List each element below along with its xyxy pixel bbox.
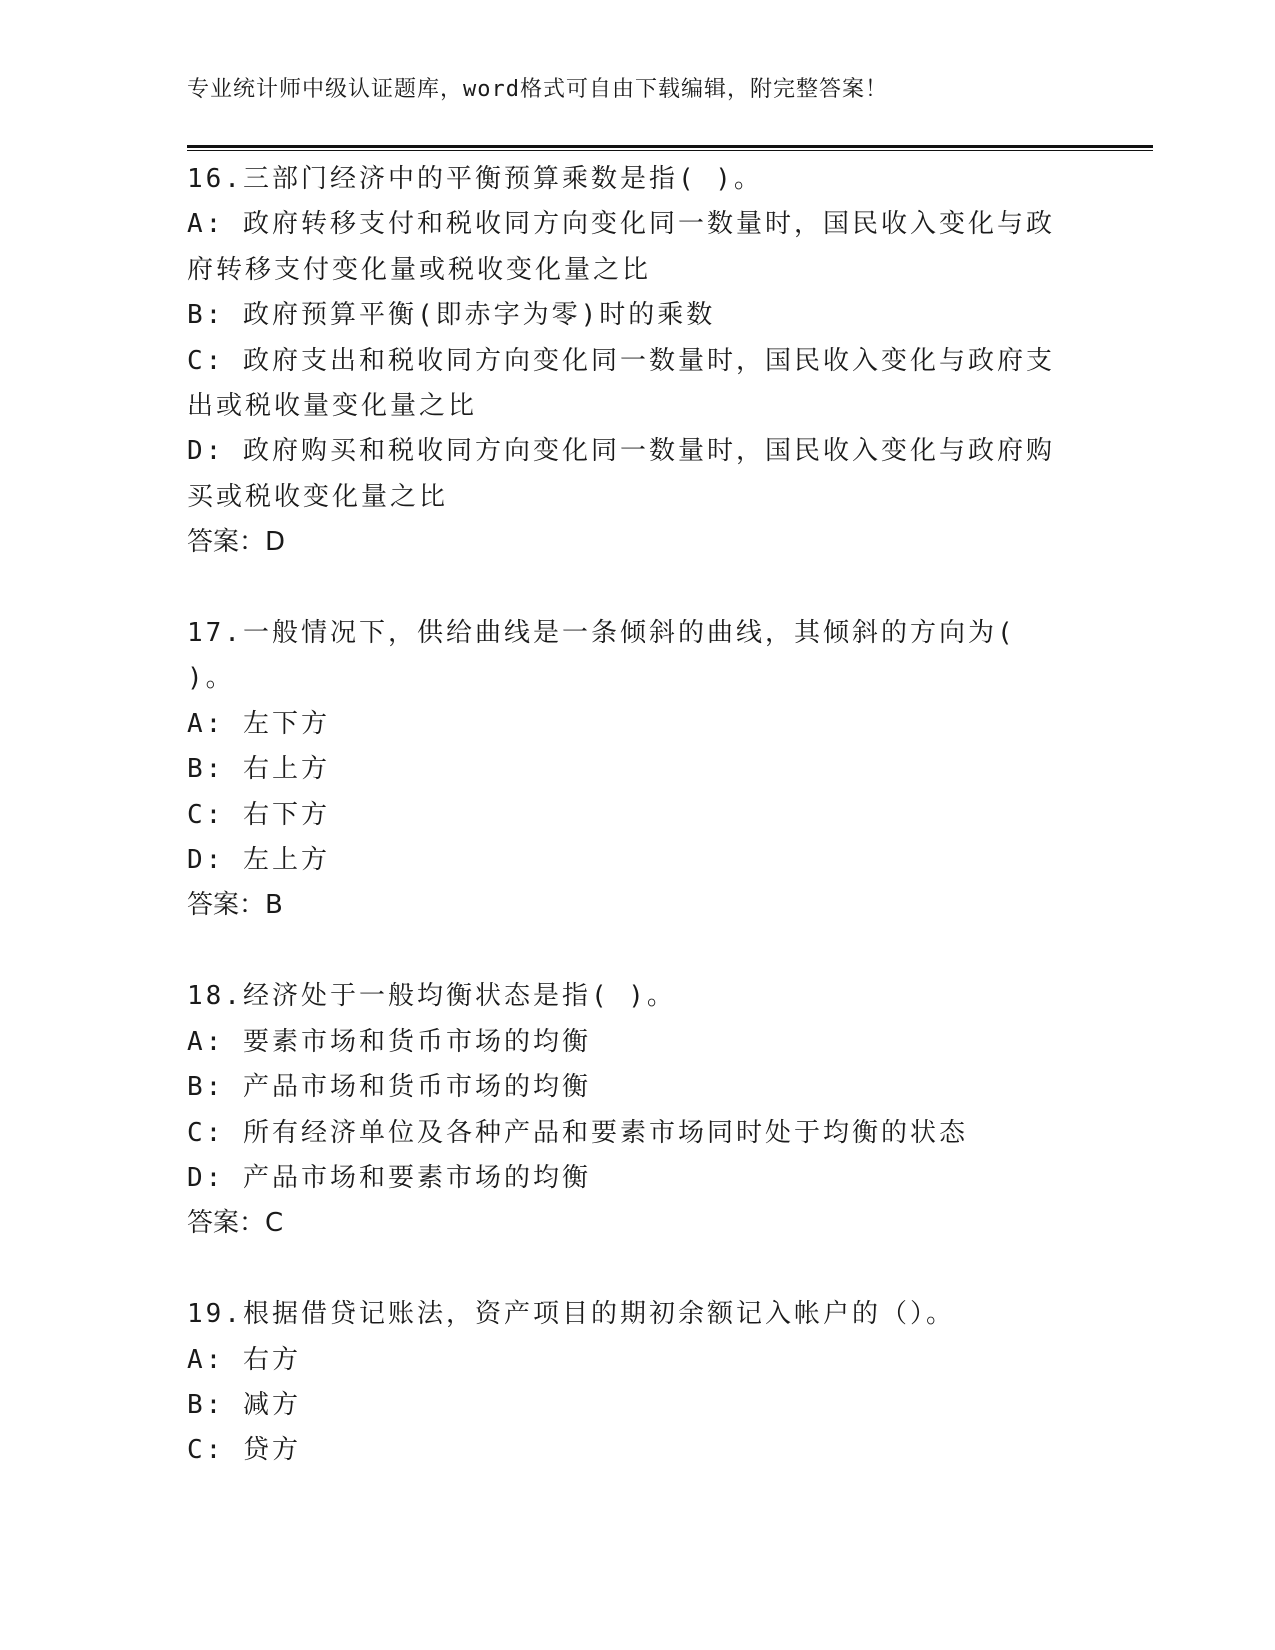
option-c: C: 右下方 [187,799,330,830]
option-a: A: 左下方 [187,708,330,739]
option-b: B: 减方 [187,1389,301,1420]
question-stem: 18.经济处于一般均衡状态是指( )。 [187,981,676,1012]
question-17 [187,611,1067,929]
question-spacer [187,1247,1067,1292]
question-stem: 16.三部门经济中的平衡预算乘数是指( )。 [187,164,763,194]
answer-line: 答案：B [187,890,283,921]
option-a: A: 要素市场和货币市场的均衡 [187,1026,591,1057]
option-c: C: 所有经济单位及各种产品和要素市场同时处于均衡的状态 [187,1117,968,1148]
option-b: B: 产品市场和货币市场的均衡 [187,1072,591,1103]
option-a: A: 右方 [187,1344,301,1375]
answer-line: 答案：C [187,1208,284,1239]
page-header: 专业统计师中级认证题库，word格式可自由下载编辑，附完整答案！ [187,77,888,102]
answer-line: 答案：D [187,527,286,558]
option-b: B: 政府预算平衡(即赤字为零)时的乘数 [187,300,716,331]
option-a: A: 政府转移支付和税收同方向变化同一数量时，国民收入变化与政府转移支付变化量或税收变化量之比 [187,209,1055,285]
question-19 [187,1292,1067,1474]
option-c: C: 政府支出和税收同方向变化同一数量时，国民收入变化与政府支出或税收量变化量之比 [187,345,1055,422]
header-divider [187,145,1153,151]
header-divider-thick [187,145,1153,148]
question-spacer [187,929,1067,974]
question-16 [187,157,1067,566]
option-d: D: 左上方 [187,845,330,876]
option-d: D: 产品市场和要素市场的均衡 [187,1162,591,1193]
header-divider-thin [187,150,1153,151]
option-b: B: 右上方 [187,754,330,785]
question-18 [187,974,1067,1246]
question-stem: 17.一般情况下，供给曲线是一条倾斜的曲线，其倾斜的方向为( )。 [187,618,1016,694]
option-c: C: 贷方 [187,1435,301,1466]
question-spacer [187,566,1067,611]
option-d: D: 政府购买和税收同方向变化同一数量时，国民收入变化与政府购买或税收变化量之比 [187,436,1055,512]
question-list [187,157,1067,1474]
question-stem: 19.根据借贷记账法，资产项目的期初余额记入帐户的（）。 [187,1299,955,1330]
